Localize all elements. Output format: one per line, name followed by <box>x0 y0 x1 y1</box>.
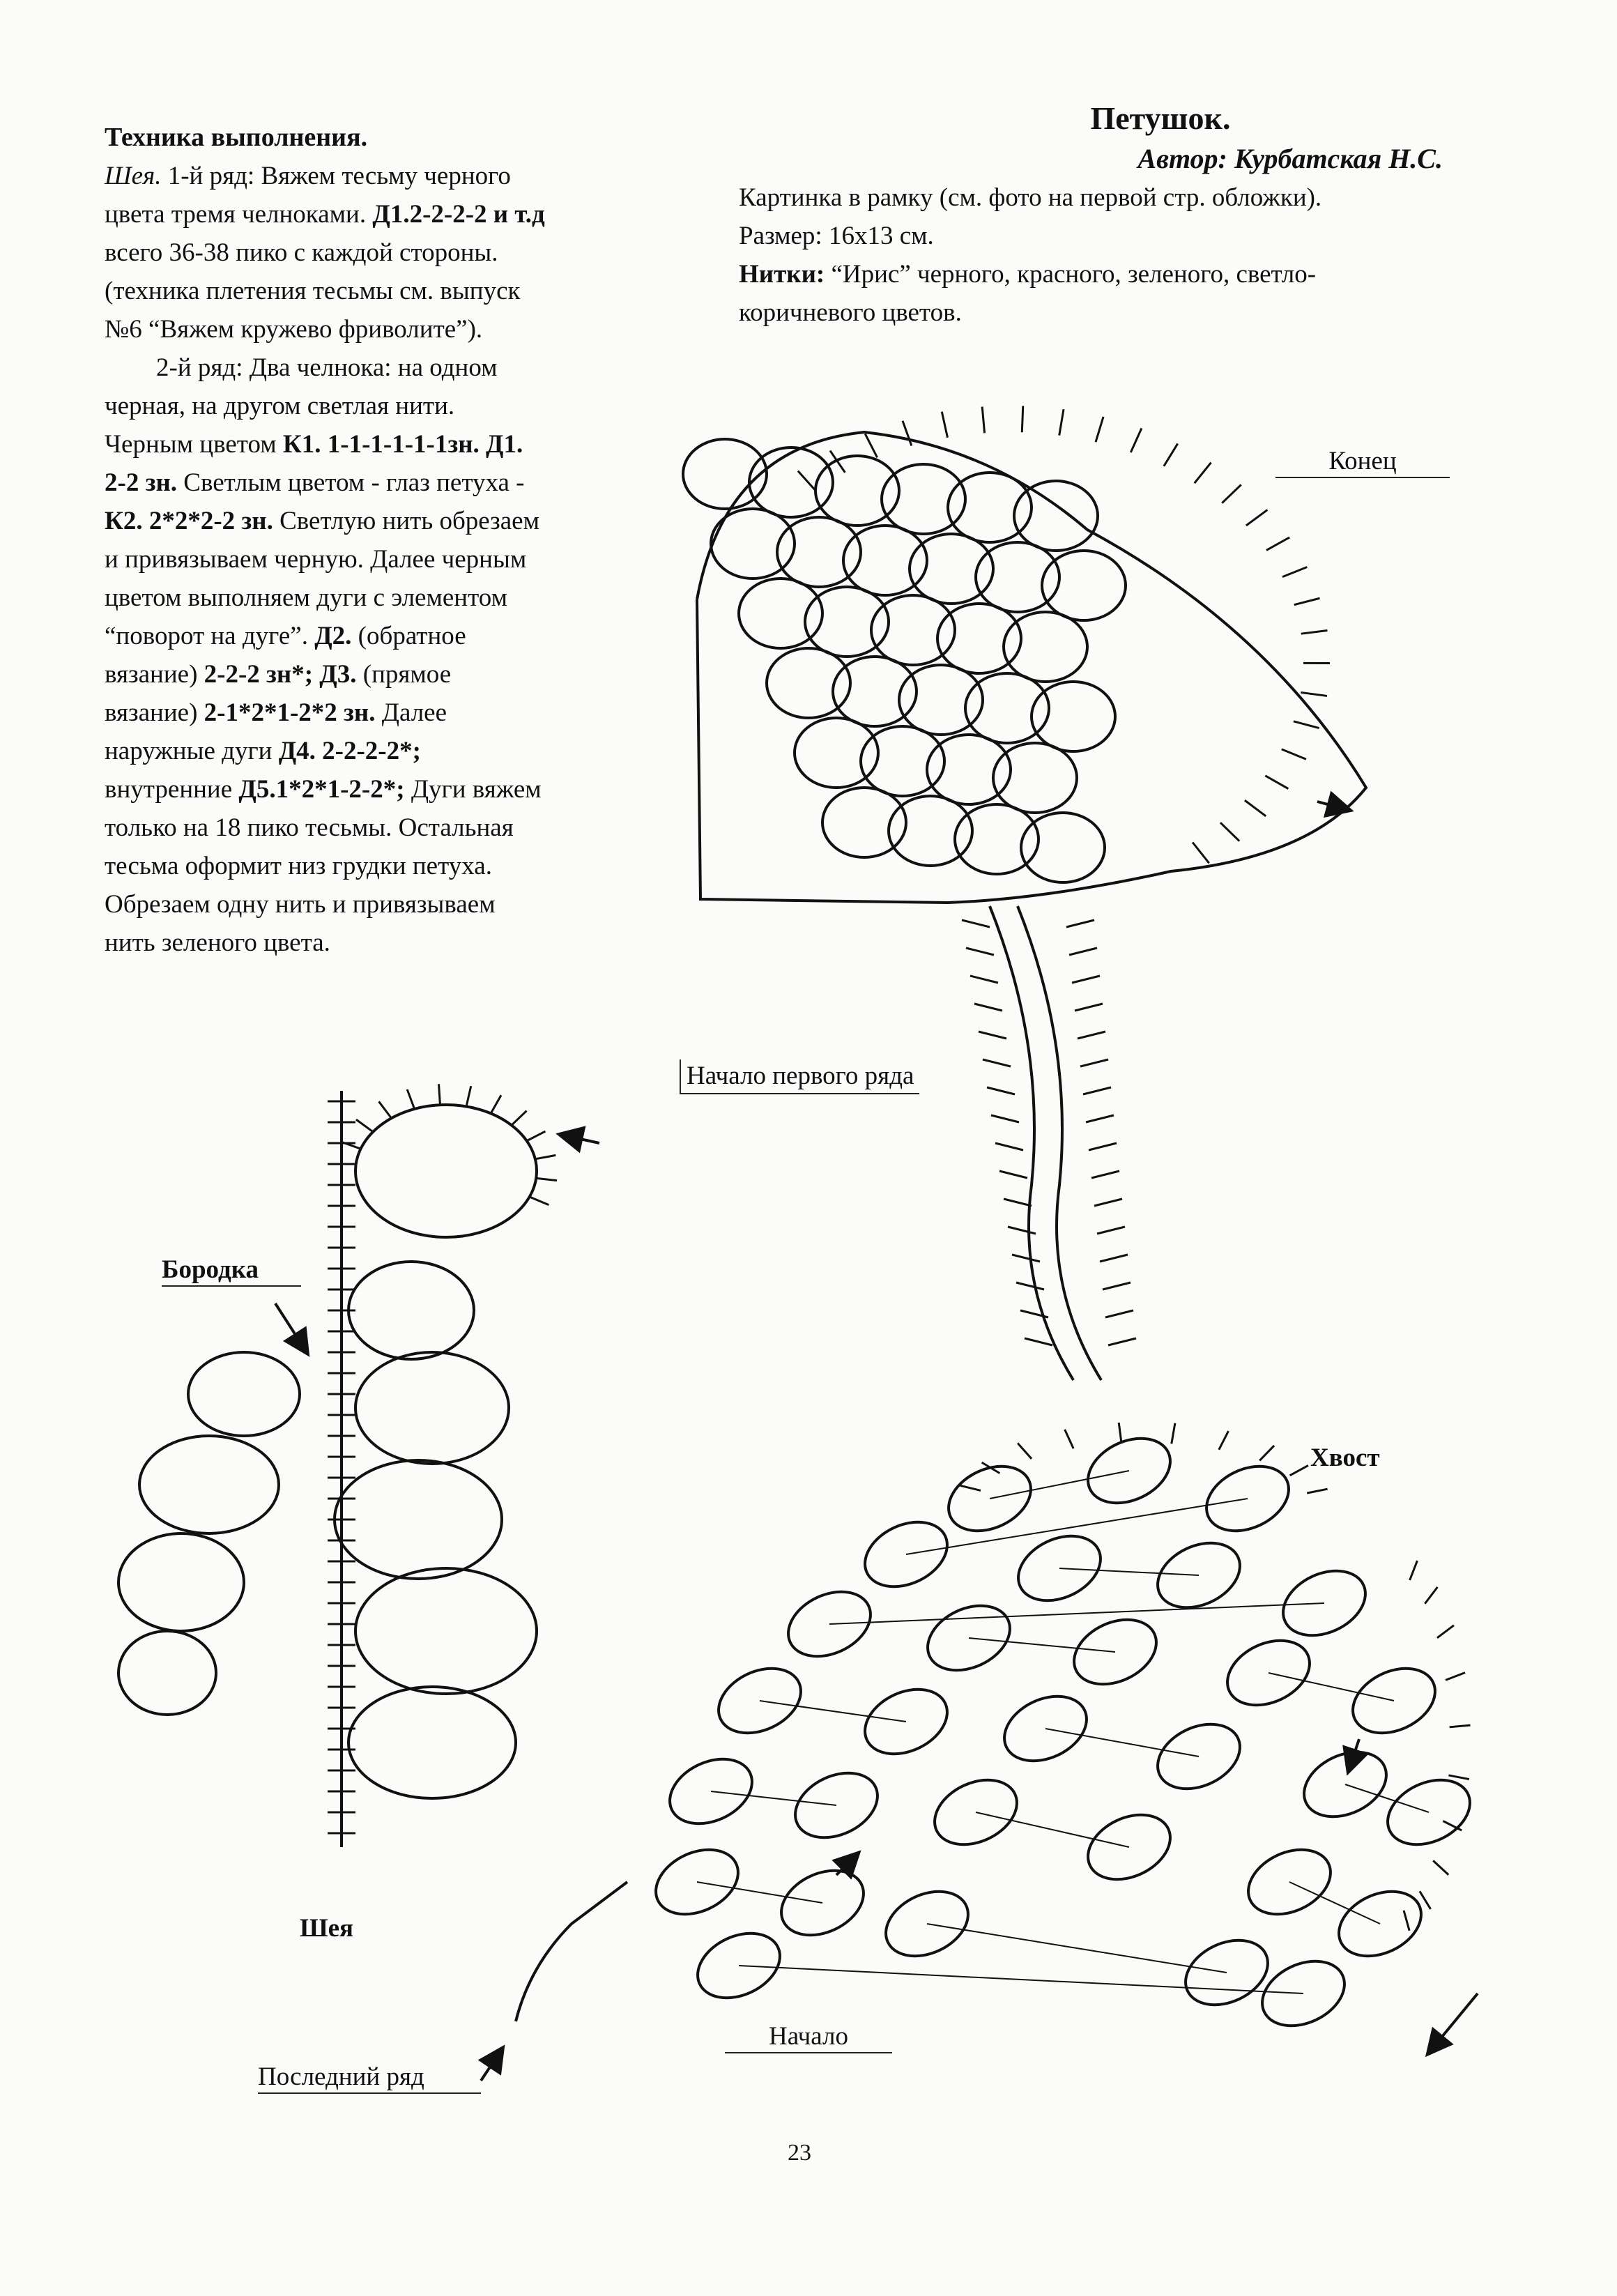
tail-diagram <box>645 1423 1480 2053</box>
tail-link <box>990 1471 1129 1499</box>
picot <box>1025 1338 1052 1345</box>
technique-text: 2-й ряд: Два челнока: на одном <box>105 353 498 382</box>
picot <box>1119 1423 1121 1444</box>
technique-text: цвета тремя челноками. <box>105 200 373 229</box>
arrow <box>275 1303 307 1352</box>
picot <box>1100 1255 1128 1262</box>
picot <box>1072 976 1100 983</box>
technique-text: (прямое <box>356 660 452 689</box>
article-title: Петушок. <box>1090 100 1231 136</box>
thread <box>516 1882 627 2021</box>
arrow <box>1349 1739 1359 1770</box>
beard-ring <box>188 1352 300 1436</box>
picot <box>1089 1143 1117 1150</box>
neck-arc <box>335 1460 502 1579</box>
picot <box>1108 1338 1136 1345</box>
picot <box>1301 630 1328 634</box>
page-number: 23 <box>788 2140 811 2166</box>
picot <box>1078 1032 1105 1039</box>
picot <box>407 1089 414 1109</box>
picot <box>798 471 815 491</box>
picot <box>1282 567 1307 577</box>
technique-text: всего 36-38 пико с каждой стороны. <box>105 238 498 267</box>
picot <box>1091 1171 1119 1178</box>
technique-text: Д2. <box>314 622 352 650</box>
technique-text: Шея. <box>105 162 162 190</box>
picot <box>1012 1255 1040 1262</box>
picot <box>1220 822 1239 841</box>
arrow <box>481 2049 502 2081</box>
tail-link <box>1059 1568 1199 1575</box>
first-row-start-label: Начало первого ряда <box>680 1059 919 1094</box>
neck-arc <box>348 1687 516 1798</box>
tail-link <box>711 1791 836 1805</box>
picot <box>1086 1115 1114 1122</box>
tail-link <box>697 1882 822 1903</box>
technique-text: №6 “Вяжем кружево фриволите”). <box>105 315 483 344</box>
picot <box>1437 1625 1454 1638</box>
beard-ring <box>118 1533 244 1631</box>
technique-text: 1-й ряд: Вяжем тесьму черного <box>161 162 511 190</box>
neck-arc <box>355 1352 509 1464</box>
picot <box>1219 1431 1229 1450</box>
picot <box>1425 1587 1437 1604</box>
picot <box>983 1059 1011 1066</box>
picot <box>1066 920 1094 927</box>
picot <box>1016 1283 1044 1289</box>
technique-text: наружные дуги <box>105 737 279 765</box>
picot <box>439 1084 440 1105</box>
tail-link <box>1045 1729 1199 1757</box>
technique-text: Д4. 2-2-2-2*; <box>278 737 421 765</box>
technique-text: Светлым цветом - глаз петуха - <box>177 468 525 497</box>
technique-text: Далее <box>375 698 447 727</box>
technique-text: цветом выполняем дуги с элементом <box>105 583 507 612</box>
picot <box>1259 1446 1274 1461</box>
technique-text: тесьма оформит низ грудки петуха. <box>105 852 492 880</box>
picot <box>991 1115 1019 1122</box>
picot <box>1433 1860 1448 1874</box>
picot <box>1246 510 1268 526</box>
picot <box>1265 776 1288 789</box>
picot <box>966 948 994 955</box>
technique-text: нить зеленого цвета. <box>105 928 330 957</box>
head-arc <box>1014 481 1098 551</box>
technique-text: Д1.2-2-2-2 и т.д <box>372 200 545 229</box>
tail-link <box>739 1966 1303 1993</box>
tail-link <box>927 1924 1227 1973</box>
head-arc <box>1004 612 1087 682</box>
picot <box>1301 692 1327 696</box>
arrow <box>1317 802 1349 810</box>
tail-link <box>969 1638 1115 1652</box>
technique-text: (обратное <box>351 622 466 650</box>
technique-text: К1. 1-1-1-1-1-1зн. Д1. <box>282 430 523 459</box>
beard-label: Бородка <box>162 1255 301 1287</box>
picot <box>962 920 990 927</box>
neck-arc <box>348 1262 474 1359</box>
threads-label: Нитки: <box>739 260 825 289</box>
picot <box>512 1111 527 1126</box>
picot <box>491 1095 501 1113</box>
head-outline <box>697 599 948 903</box>
article-author: Автор: Курбатская Н.С. <box>1137 143 1443 174</box>
technique-text: вязание) <box>105 698 204 727</box>
tail-label: Хвост <box>1310 1444 1380 1472</box>
picot <box>987 1087 1015 1094</box>
picot <box>1446 1673 1465 1681</box>
frame-note: Картинка в рамку (см. фото на первой стр. обложки). <box>739 183 1322 212</box>
picot <box>379 1101 392 1118</box>
tail-link <box>1289 1882 1380 1924</box>
picot <box>1195 463 1211 484</box>
technique-text: внутренние <box>105 775 239 804</box>
threads-note-cont: коричневого цветов. <box>739 298 962 327</box>
picot <box>1266 537 1289 550</box>
end-label: Конец <box>1275 446 1450 478</box>
picot <box>974 1004 1002 1011</box>
tail-link <box>829 1603 1324 1624</box>
head-arc <box>1032 682 1115 751</box>
technique-text: (техника плетения тесьмы см. выпуск <box>105 277 521 305</box>
neck-arc <box>355 1568 537 1694</box>
picot <box>1172 1423 1175 1444</box>
beard-ring <box>118 1631 216 1715</box>
picot <box>970 976 998 983</box>
picot <box>1096 417 1103 442</box>
technique-text: 2-2 зн. <box>105 468 178 497</box>
technique-text: и привязываем черную. Далее черным <box>105 545 527 574</box>
picot <box>1059 409 1064 435</box>
technique-text: 2-2-2 зн*; Д3. <box>204 660 357 689</box>
beard-ring <box>139 1436 279 1533</box>
picot <box>356 1119 373 1132</box>
picot <box>1131 428 1142 452</box>
technique-text: Обрезаем одну нить и привязываем <box>105 890 496 919</box>
picot <box>1282 749 1306 759</box>
technique-text: Дуги вяжем <box>404 775 542 804</box>
technique-text: Черным цветом <box>105 430 283 459</box>
picot <box>1103 1283 1131 1289</box>
tail-link <box>760 1701 906 1722</box>
neck-diagram <box>118 1084 627 2081</box>
picot <box>530 1197 549 1205</box>
picot <box>1105 1310 1133 1317</box>
tail-link <box>976 1812 1129 1847</box>
head-arc <box>993 743 1077 813</box>
size-note: Размер: 16х13 см. <box>739 222 934 250</box>
picot <box>466 1086 471 1106</box>
picot <box>1448 1775 1469 1780</box>
picot <box>1094 1199 1122 1206</box>
head-arc <box>1021 813 1105 882</box>
picot <box>982 406 984 433</box>
picot <box>527 1131 546 1141</box>
technique-text: Д5.1*2*1-2-2*; <box>238 775 405 804</box>
technique-text: Светлую нить обрезаем <box>273 507 540 535</box>
picot <box>1450 1725 1471 1727</box>
arrow <box>1429 1993 1478 2053</box>
tail-link <box>1345 1784 1429 1812</box>
picot <box>960 1485 981 1490</box>
picot <box>1294 721 1319 728</box>
picot <box>1020 1310 1048 1317</box>
picot <box>1065 1430 1073 1448</box>
picot <box>1222 484 1241 503</box>
picot <box>1069 948 1097 955</box>
picot <box>1097 1227 1125 1234</box>
picot <box>1290 1465 1308 1475</box>
picot <box>942 412 947 438</box>
technique-text: вязание) <box>105 660 204 689</box>
threads-text: “Ирис” черного, красного, зеленого, светло- <box>825 260 1317 289</box>
picot <box>865 434 877 457</box>
head-diagram <box>683 406 1366 1380</box>
picot <box>1307 1489 1327 1493</box>
stem <box>1018 906 1101 1380</box>
technique-text: черная, на другом светлая нити. <box>105 392 455 420</box>
picot <box>979 1032 1006 1039</box>
picot <box>1080 1059 1108 1066</box>
neck-label: Шея <box>300 1914 354 1943</box>
picot <box>1164 443 1178 466</box>
technique-text: К2. 2*2*2-2 зн. <box>105 507 273 535</box>
technique-heading: Техника выполнения. <box>105 123 368 152</box>
technique-text: “поворот на дуге”. <box>105 622 315 650</box>
picot <box>903 421 912 446</box>
picot <box>536 1178 557 1180</box>
neck-ring <box>355 1105 537 1237</box>
picot <box>1018 1444 1032 1459</box>
head-arc <box>1042 551 1126 620</box>
picot <box>1193 842 1209 863</box>
picot <box>1075 1004 1103 1011</box>
arrow <box>561 1135 599 1143</box>
picot <box>995 1143 1023 1150</box>
technique-text: 2-1*2*1-2*2 зн. <box>204 698 376 727</box>
technique-text: только на 18 пико тесьмы. Остальная <box>105 813 514 842</box>
picot <box>1294 598 1320 604</box>
picot <box>1410 1561 1418 1580</box>
start-label: Начало <box>725 2021 892 2053</box>
picot <box>1083 1087 1111 1094</box>
picot <box>1404 1911 1409 1931</box>
picot <box>1245 800 1266 816</box>
picot <box>1420 1891 1431 1909</box>
picot <box>999 1171 1027 1178</box>
picot <box>1008 1227 1036 1234</box>
picot <box>1004 1199 1032 1206</box>
picot <box>535 1155 556 1158</box>
last-row-label: Последний ряд <box>258 2062 481 2094</box>
